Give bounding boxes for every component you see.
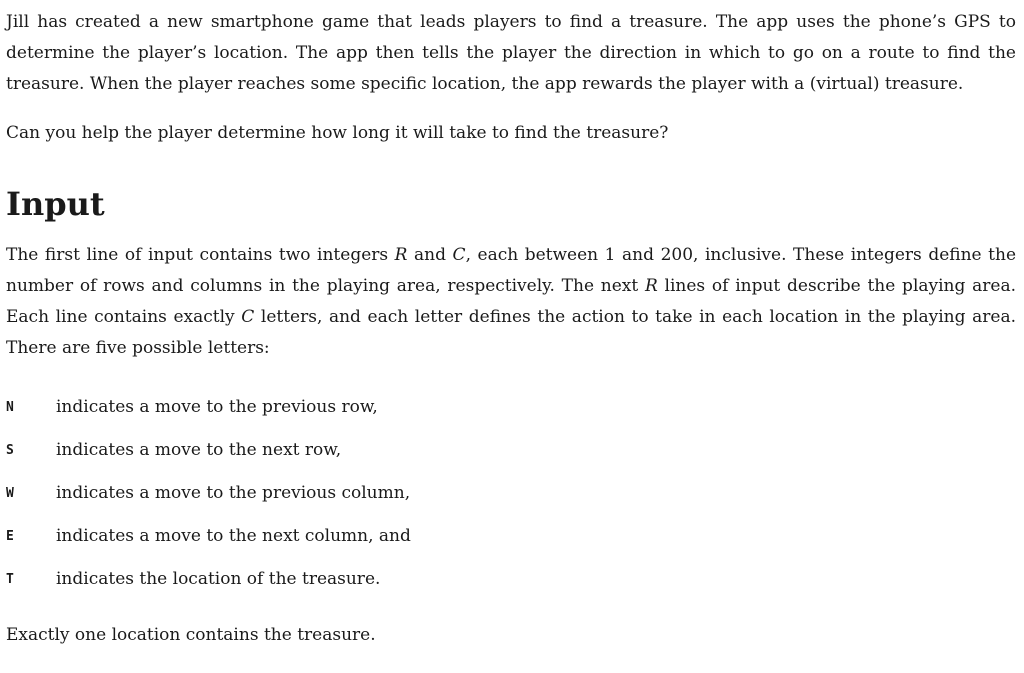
letter-code: T [6,572,14,587]
letter-description: indicates the location of the treasure. [56,569,381,589]
math-num-min: 1 [604,245,616,265]
letter-description: indicates a move to the next column, and [56,526,411,546]
letter-code: E [6,529,14,544]
intro-paragraph: Jill has created a new smartphone game that leads players to find a treasure. The app uses the phone’s GPS to determine the player’s location. The app then tells the player the direction in which to go on a route to find the treasure. When the player reaches some specific location, the app rewards the player with a (virtual) treasure. [6,12,1016,94]
text-fragment: , each between [465,245,605,265]
math-num-max: 200 [660,245,694,265]
letter-item [6,472,1016,515]
letter-code: W [6,486,14,501]
letter-description: indicates a move to the next row, [56,440,342,460]
text-fragment: lines of input describe the playing area. Each line contains exactly [6,276,1017,327]
text-fragment: The first line of input contains two integers [6,245,395,265]
text-fragment: , inclusive. These integers define the number of rows and columns in the playing area, respectively. The next [6,245,1017,296]
letter-item [6,429,1016,472]
text-fragment: letters, and each letter defines the action to take in each location in the playing area. There are five possible letters: [6,307,1016,358]
letter-code: S [6,443,14,458]
letter-list [6,386,1016,601]
input-description [6,240,1016,364]
letter-item [6,558,1016,601]
input-heading: Input [6,185,105,223]
math-var-r: R [644,276,658,296]
text-fragment: and [615,245,661,265]
closing-paragraph: Exactly one location contains the treasure. [6,625,376,645]
letter-item [6,386,1016,429]
math-var-c: C [241,307,255,327]
letter-item [6,515,1016,558]
letter-description: indicates a move to the previous column, [56,483,411,503]
text-fragment: and [407,245,453,265]
question-paragraph: Can you help the player determine how long it will take to find the treasure? [6,123,669,143]
math-var-c: C [452,245,466,265]
math-var-r: R [394,245,408,265]
letter-description: indicates a move to the previous row, [56,397,378,417]
letter-code: N [6,400,14,415]
